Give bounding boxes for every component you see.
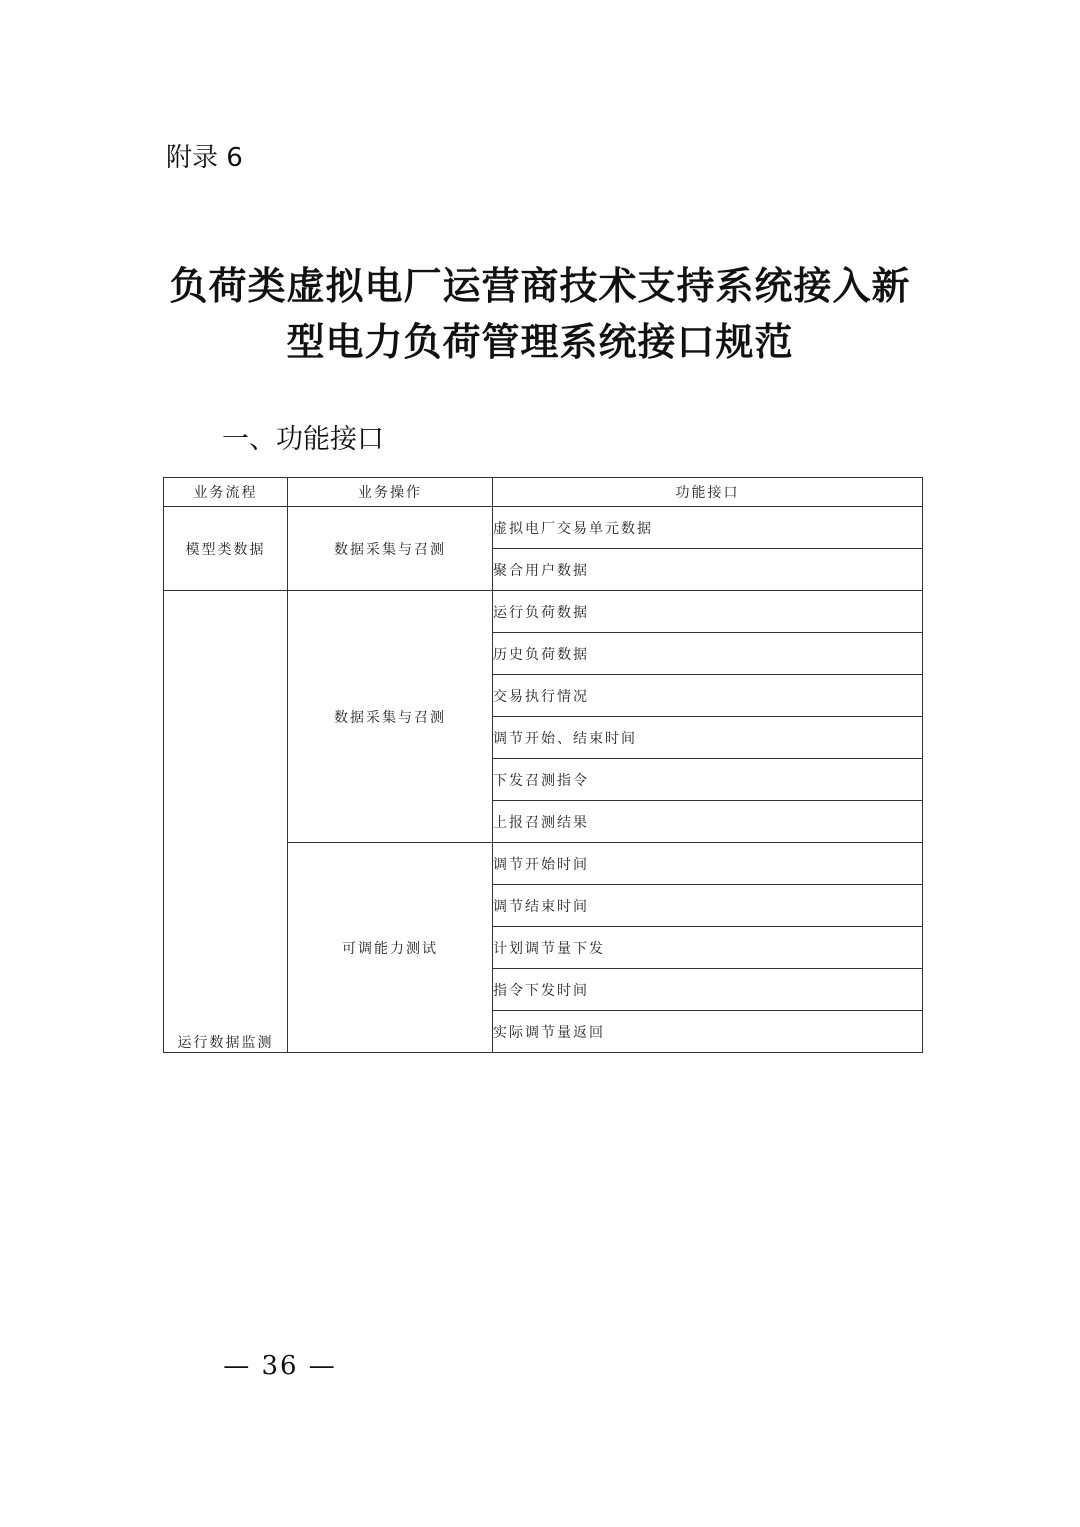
interface-cell: 聚合用户数据 bbox=[493, 549, 923, 591]
interface-cell: 虚拟电厂交易单元数据 bbox=[493, 507, 923, 549]
process-cell: 模型类数据 bbox=[164, 507, 288, 591]
interface-cell: 上报召测结果 bbox=[493, 801, 923, 843]
header-interface: 功能接口 bbox=[493, 478, 923, 507]
table-row bbox=[164, 507, 923, 549]
operation-cell: 可调能力测试 bbox=[288, 843, 493, 1053]
operation-cell: 数据采集与召测 bbox=[288, 591, 493, 843]
title-line-2: 型电力负荷管理系统接口规范 bbox=[286, 319, 794, 364]
section-heading: 一、功能接口 bbox=[222, 424, 384, 455]
interface-cell: 调节开始、结束时间 bbox=[493, 717, 923, 759]
interface-cell: 实际调节量返回 bbox=[493, 1011, 923, 1053]
interface-cell: 运行负荷数据 bbox=[493, 591, 923, 633]
process-cell bbox=[164, 591, 288, 1053]
header-process: 业务流程 bbox=[164, 478, 288, 507]
function-interface-table bbox=[163, 477, 923, 1053]
interface-cell: 下发召测指令 bbox=[493, 759, 923, 801]
interface-cell: 指令下发时间 bbox=[493, 969, 923, 1011]
interface-cell: 计划调节量下发 bbox=[493, 927, 923, 969]
table-row bbox=[164, 591, 923, 633]
header-operation: 业务操作 bbox=[288, 478, 493, 507]
process-label: 运行数据监测 bbox=[177, 1035, 274, 1051]
table-header-row bbox=[164, 478, 923, 507]
page-number: — 36 — bbox=[223, 1351, 337, 1381]
interface-cell: 历史负荷数据 bbox=[493, 633, 923, 675]
title-line-1: 负荷类虚拟电厂运营商技术支持系统接入新 bbox=[169, 263, 911, 308]
appendix-label: 附录 6 bbox=[166, 143, 243, 173]
interface-cell: 交易执行情况 bbox=[493, 675, 923, 717]
interface-cell: 调节结束时间 bbox=[493, 885, 923, 927]
document-title bbox=[100, 258, 980, 370]
interface-cell: 调节开始时间 bbox=[493, 843, 923, 885]
operation-cell: 数据采集与召测 bbox=[288, 507, 493, 591]
